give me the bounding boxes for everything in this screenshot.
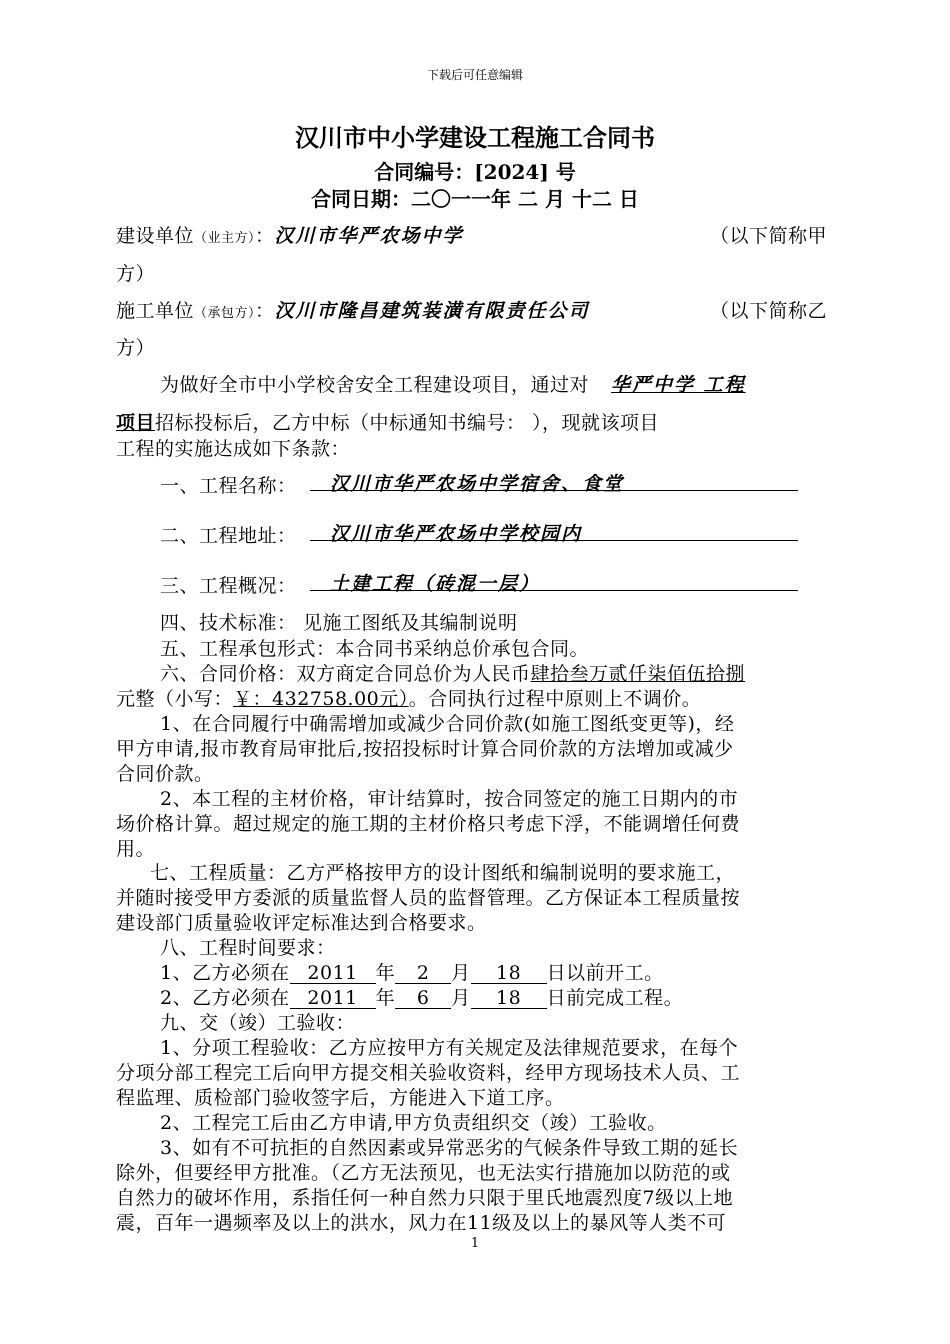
intro-line-2 <box>116 408 659 435</box>
accept-2: 2、工程完工后由乙方申请,甲方负责组织交（竣）工验收。 <box>160 1112 667 1134</box>
section-4: 四、技术标准： 见施工图纸及其编制说明 <box>160 612 518 634</box>
party-a-colon: ： <box>255 225 275 247</box>
underline-overview <box>310 590 798 591</box>
intro-project-cont: 项目 <box>116 412 156 434</box>
end-year: 2011 <box>290 988 376 1009</box>
section-8: 八、工程时间要求： <box>160 937 336 959</box>
intro-project: 华严中学 工程 <box>611 374 746 396</box>
start-year: 2011 <box>290 963 376 984</box>
accept-3-line-1: 3、如有不可抗拒的自然因素或异常恶劣的气候条件导致工期的延长 <box>160 1137 739 1159</box>
party-b-role: （承包方） <box>194 306 256 321</box>
accept-1-line-1: 1、分项工程验收：乙方应按甲方有关规定及法律规范要求，在每个 <box>160 1037 739 1059</box>
section-6-line-2 <box>116 684 701 711</box>
party-a-abbr-end: 方） <box>116 263 156 285</box>
para-1-line-3: 合同价款。 <box>116 763 214 785</box>
underline-address <box>310 540 798 541</box>
party-b-name: 汉川市隆昌建筑装潢有限责任公司 <box>274 300 590 322</box>
accept-3-line-4: 震，百年一遇频率及以上的洪水，风力在11级及以上的暴风等人类不可 <box>116 1212 727 1234</box>
party-a-line <box>116 221 464 248</box>
price-lowercase: ￥：432758.00元） <box>233 688 409 710</box>
item-address-value: 汉川市华严农场中学校园内 <box>330 523 583 545</box>
time-start-line <box>160 958 664 985</box>
accept-1-line-3: 程监理、质检部门验收签字后，方能进入下道工序。 <box>116 1087 565 1109</box>
time-end-post: 日前完成工程。 <box>546 987 684 1009</box>
price-uppercase: 肆拾叁万贰仟柒佰伍拾捌 <box>530 663 746 685</box>
section-5: 五、工程承包形式：本合同书采纳总价承包合同。 <box>160 638 590 660</box>
para-2-line-1: 2、本工程的主材价格，审计结算时，按合同签定的施工日期内的市 <box>160 788 739 810</box>
contract-number: 合同编号：[2024] 号 <box>374 160 576 184</box>
party-b-abbr: （以下简称乙 <box>710 300 828 322</box>
section-7-line-1: 七、工程质量：乙方严格按甲方的设计图纸和编制说明的要求施工， <box>150 862 736 884</box>
section-6-text-2: 元整（小写： <box>116 688 234 710</box>
document-title: 汉川市中小学建设工程施工合同书 <box>295 124 655 152</box>
para-2-line-3: 用。 <box>116 838 156 860</box>
item-overview-label: 三、工程概况： <box>160 575 297 597</box>
accept-3-line-3: 自然力的破坏作用，系指任何一种自然力只限于里氏地震烈度7级以上地 <box>116 1187 734 1209</box>
item-project-name-label: 一、工程名称： <box>160 475 297 497</box>
end-month: 6 <box>395 988 451 1009</box>
party-a-role: （业主方） <box>194 231 256 246</box>
party-a-name: 汉川市华严农场中学 <box>274 225 464 247</box>
end-day: 18 <box>471 988 547 1009</box>
party-a-abbr: （以下简称甲 <box>710 225 828 247</box>
section-9: 九、交（竣）工验收： <box>160 1012 356 1034</box>
para-1-line-2: 甲方申请,报市教育局审批后,按招投标时计算合同价款的方法增加或减少 <box>116 738 734 760</box>
intro-text-2: 招标投标后，乙方中标（中标通知书编号： ），现就该项目 <box>155 412 660 434</box>
watermark-header: 下载后可任意编辑 <box>426 68 523 82</box>
contract-date: 合同日期：二〇一一年 二 月 十二 日 <box>311 187 639 211</box>
intro-line-1 <box>160 370 746 397</box>
end-month-unit: 月 <box>451 987 471 1009</box>
item-project-name-value: 汉川市华严农场中学宿舍、食堂 <box>330 473 625 495</box>
section-7-line-2: 并随时接受甲方委派的质量监督人员的监督管理。乙方保证本工程质量按 <box>116 887 741 909</box>
start-day: 18 <box>471 963 547 984</box>
page-number: 1 <box>470 1236 480 1251</box>
start-month-unit: 月 <box>451 962 471 984</box>
accept-3-line-2: 除外，但要经甲方批准。（乙方无法预见，也无法实行措施加以防范的或 <box>116 1162 731 1184</box>
time-start-text: 1、乙方必须在 <box>160 962 290 984</box>
party-b-line <box>116 296 590 323</box>
intro-text-1: 为做好全市中小学校舍安全工程建设项目，通过对 <box>160 374 590 396</box>
section-6-text: 六、合同价格：双方商定合同总价为人民币 <box>160 663 531 685</box>
section-7-line-3: 建设部门质量验收评定标准达到合格要求。 <box>116 912 487 934</box>
end-year-unit: 年 <box>375 987 396 1009</box>
intro-line-3: 工程的实施达成如下条款： <box>116 438 351 460</box>
party-b-colon: ： <box>255 300 275 322</box>
party-b-abbr-end: 方） <box>116 337 156 359</box>
time-end-line <box>160 983 683 1010</box>
para-2-line-2: 场价格计算。超过规定的施工期的主材价格只考虑下浮，不能调增任何费 <box>116 813 741 835</box>
time-end-text: 2、乙方必须在 <box>160 987 290 1009</box>
start-year-unit: 年 <box>375 962 396 984</box>
underline-project-name <box>310 490 798 491</box>
party-a-label: 建设单位 <box>116 225 195 247</box>
section-6-line-1 <box>160 659 745 686</box>
accept-1-line-2: 分项分部工程完工后向甲方提交相关验收资料，经甲方现场技术人员、工 <box>116 1062 741 1084</box>
start-month: 2 <box>395 963 451 984</box>
item-overview-value: 土建工程（砖混一层） <box>330 573 541 595</box>
para-1-line-1: 1、在合同履行中确需增加或减少合同价款(如施工图纸变更等)，经 <box>160 713 735 735</box>
party-b-label: 施工单位 <box>116 300 195 322</box>
item-address-label: 二、工程地址： <box>160 525 297 547</box>
section-6-text-3: 。合同执行过程中原则上不调价。 <box>408 688 702 710</box>
time-start-post: 日以前开工。 <box>546 962 664 984</box>
